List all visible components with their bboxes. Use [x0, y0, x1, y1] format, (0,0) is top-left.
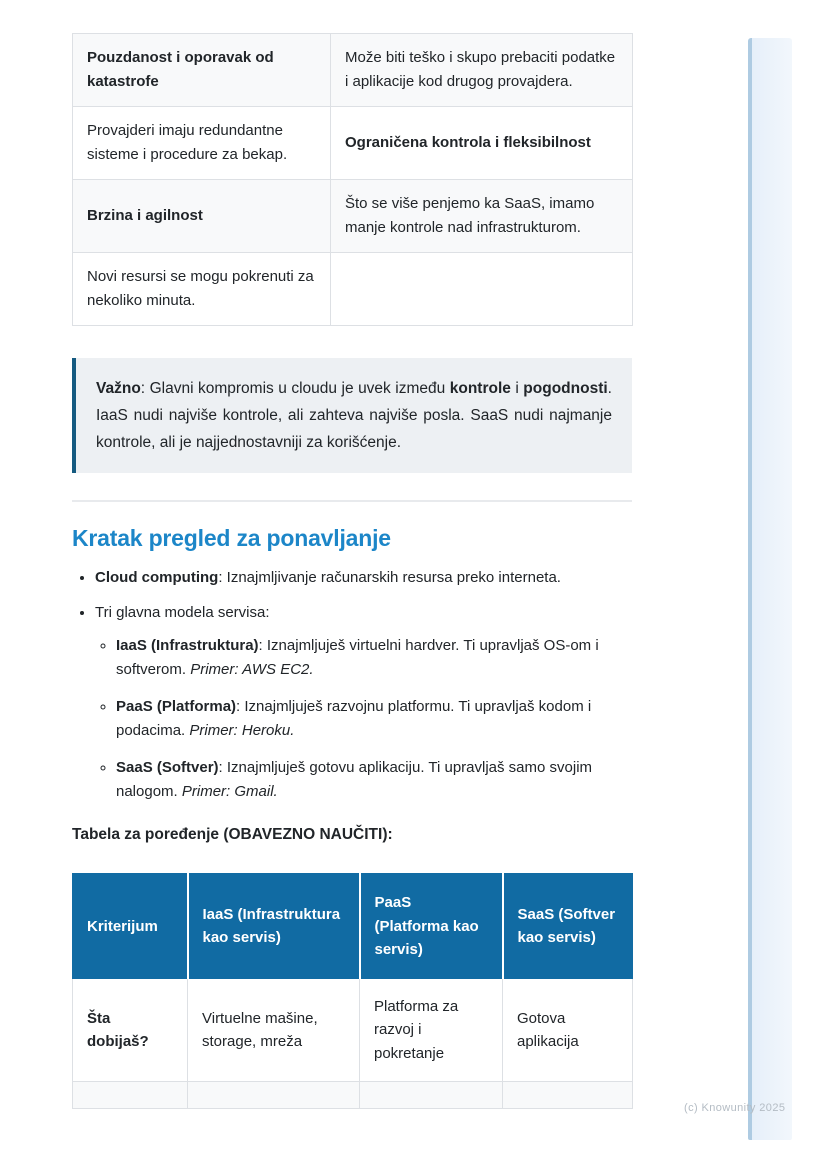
column-header: IaaS (Infrastruktura kao servis) [188, 874, 360, 979]
service-comparison-table [72, 873, 633, 1109]
list-item [116, 695, 632, 743]
document-content [72, 0, 632, 1109]
table-cell: Virtuelne mašine, storage, mreža [188, 979, 360, 1082]
list-item [95, 566, 632, 590]
pros-cons-table [72, 33, 633, 326]
copyright-watermark: (c) Knowunity 2025 [684, 1102, 786, 1114]
list-item-example: Primer: AWS EC2. [190, 661, 314, 679]
column-header: PaaS (Platforma kao servis) [360, 874, 503, 979]
list-item-text: : Iznajmljuješ virtuelni hardver. Ti upravljaš OS-om i softverom. [116, 637, 599, 679]
column-header: Kriterijum [73, 874, 188, 979]
table-cell: Može biti teško i skupo prebaciti podatke i aplikacije kod drugog provajdera. [331, 34, 633, 107]
table-cell: Gotova aplikacija [503, 979, 633, 1082]
table-header-row [73, 874, 633, 979]
column-header: SaaS (Softver kao servis) [503, 874, 633, 979]
table-row [73, 180, 633, 253]
section-heading: Kratak pregled za ponavljanje [72, 525, 391, 552]
summary-list [72, 566, 632, 804]
list-item-example: Primer: Gmail. [181, 783, 278, 801]
callout-text: kontrole [449, 380, 511, 397]
table-cell: Što se više penjemo ka SaaS, imamo manje kontrole nad infrastrukturom. [331, 180, 633, 253]
callout-text: Važno [96, 380, 141, 397]
table-cell: Novi resursi se mogu pokrenuti za nekoliko minuta. [73, 253, 331, 326]
important-callout [72, 358, 632, 473]
table-cell: Ograničena kontrola i fleksibilnost [331, 107, 633, 180]
table-cell: Brzina i agilnost [73, 180, 331, 253]
table-cell [503, 1081, 633, 1108]
page-edge-strip [748, 38, 792, 1140]
list-item [116, 634, 632, 682]
table-row [73, 107, 633, 180]
list-item-text: : Iznajmljuješ gotovu aplikaciju. Ti upravljaš samo svojim nalogom. [116, 759, 593, 801]
service-models-sublist [95, 634, 632, 804]
list-item-label: Cloud computing [95, 569, 219, 587]
callout-text: . IaaS nudi najviše kontrole, ali zahteva najviše posla. SaaS nudi najmanje kontrole, ali je najjednostavniji za korišćenje. [96, 380, 612, 452]
table-row [73, 1081, 633, 1108]
table-cell: Platforma za razvoj i pokretanje [360, 979, 503, 1082]
table-cell [331, 253, 633, 326]
table-cell [73, 1081, 188, 1108]
list-item-label: PaaS (Platforma) [116, 698, 237, 716]
list-item [95, 601, 632, 804]
table-cell: Provajderi imaju redundantne sisteme i procedure za bekap. [73, 107, 331, 180]
table-row [73, 253, 633, 326]
list-item [116, 756, 632, 804]
callout-text: : Glavni kompromis u cloudu je uvek između [140, 380, 450, 397]
list-item-text: : Iznajmljivanje računarskih resursa preko interneta. [218, 569, 561, 587]
list-item-text: Tri glavna modela servisa: [95, 604, 270, 622]
list-item-example: Primer: Heroku. [189, 722, 295, 740]
table-row [73, 979, 633, 1082]
callout-text: pogodnosti [523, 380, 608, 397]
table-cell [360, 1081, 503, 1108]
list-item-text: : Iznajmljuješ razvojnu platformu. Ti upravljaš kodom i podacima. [116, 698, 592, 740]
table-cell: Pouzdanost i oporavak od katastrofe [73, 34, 331, 107]
section-divider [72, 500, 632, 502]
list-item-label: IaaS (Infrastruktura) [116, 637, 259, 655]
table-cell [188, 1081, 360, 1108]
table-cell: Šta dobijaš? [73, 979, 188, 1082]
comparison-table-intro: Tabela za poređenje (OBAVEZNO NAUČITI): [72, 826, 393, 844]
list-item-label: SaaS (Softver) [116, 759, 219, 777]
table-row [73, 34, 633, 107]
callout-text: i [510, 380, 524, 397]
